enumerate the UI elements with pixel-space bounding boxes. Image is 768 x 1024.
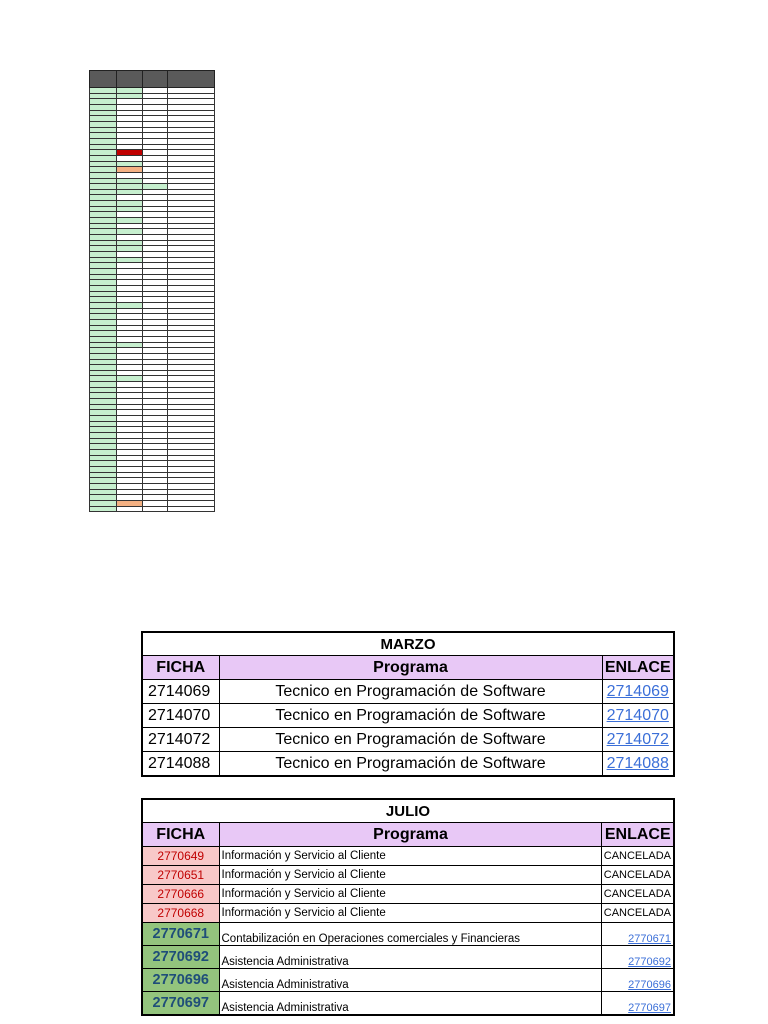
column-header-enlace: ENLACE xyxy=(602,656,674,680)
table-row xyxy=(142,728,674,752)
table-row xyxy=(142,946,674,969)
enlace-link[interactable]: 2770671 xyxy=(602,923,674,946)
programa-cell: Información y Servicio al Cliente xyxy=(219,904,602,923)
mini-header-cell xyxy=(117,71,143,88)
table-row xyxy=(142,704,674,728)
programa-cell: Tecnico en Programación de Software xyxy=(219,704,602,728)
programa-cell: Asistencia Administrativa xyxy=(219,946,602,969)
table-row xyxy=(142,847,674,866)
table-title: JULIO xyxy=(142,799,674,823)
ficha-cell: 2770696 xyxy=(142,969,219,992)
column-header-ficha: FICHA xyxy=(142,823,219,847)
ficha-cell: 2770668 xyxy=(142,904,219,923)
mini-row xyxy=(90,506,215,512)
table-row xyxy=(142,885,674,904)
mini-value-cell xyxy=(143,506,168,512)
table-row xyxy=(142,752,674,777)
programa-cell: Información y Servicio al Cliente xyxy=(219,866,602,885)
ficha-cell: 2714069 xyxy=(142,680,219,704)
mini-value-cell xyxy=(117,506,143,512)
enlace-link[interactable]: 2714069 xyxy=(602,680,674,704)
table-row xyxy=(142,904,674,923)
programa-cell: Información y Servicio al Cliente xyxy=(219,847,602,866)
enlace-link[interactable]: 2770692 xyxy=(602,946,674,969)
programa-cell: Información y Servicio al Cliente xyxy=(219,885,602,904)
marzo-table xyxy=(141,631,675,777)
programa-cell: Contabilización en Operaciones comerciales y Financieras xyxy=(219,923,602,946)
mini-spreadsheet xyxy=(89,70,215,512)
mini-header-cell xyxy=(143,71,168,88)
column-header-programa: Programa xyxy=(219,823,602,847)
enlace-link[interactable]: 2714088 xyxy=(602,752,674,777)
status-cancelled: CANCELADA xyxy=(602,847,674,866)
programa-cell: Asistencia Administrativa xyxy=(219,992,602,1016)
status-cancelled: CANCELADA xyxy=(602,904,674,923)
column-header-programa: Programa xyxy=(219,656,602,680)
ficha-cell: 2770649 xyxy=(142,847,219,866)
table-row xyxy=(142,866,674,885)
mini-header-cell xyxy=(168,71,215,88)
table-row xyxy=(142,680,674,704)
ficha-cell: 2770692 xyxy=(142,946,219,969)
julio-table xyxy=(141,798,675,1016)
column-header-ficha: FICHA xyxy=(142,656,219,680)
ficha-cell: 2770651 xyxy=(142,866,219,885)
programa-cell: Asistencia Administrativa xyxy=(219,969,602,992)
status-cancelled: CANCELADA xyxy=(602,866,674,885)
mini-link-cell[interactable] xyxy=(168,506,215,512)
table-row xyxy=(142,923,674,946)
programa-cell: Tecnico en Programación de Software xyxy=(219,752,602,777)
enlace-link[interactable]: 2770696 xyxy=(602,969,674,992)
ficha-cell: 2714088 xyxy=(142,752,219,777)
ficha-cell: 2770671 xyxy=(142,923,219,946)
enlace-link[interactable]: 2770697 xyxy=(602,992,674,1016)
table-row xyxy=(142,992,674,1016)
ficha-cell: 2714072 xyxy=(142,728,219,752)
ficha-cell: 2714070 xyxy=(142,704,219,728)
programa-cell: Tecnico en Programación de Software xyxy=(219,680,602,704)
table-row xyxy=(142,969,674,992)
status-cancelled: CANCELADA xyxy=(602,885,674,904)
enlace-link[interactable]: 2714072 xyxy=(602,728,674,752)
programa-cell: Tecnico en Programación de Software xyxy=(219,728,602,752)
enlace-link[interactable]: 2714070 xyxy=(602,704,674,728)
mini-header-cell xyxy=(90,71,117,88)
ficha-cell: 2770697 xyxy=(142,992,219,1016)
column-header-enlace: ENLACE xyxy=(602,823,674,847)
ficha-cell: 2770666 xyxy=(142,885,219,904)
mini-header-row xyxy=(90,71,215,88)
table-title: MARZO xyxy=(142,632,674,656)
mini-index-cell xyxy=(90,506,117,512)
